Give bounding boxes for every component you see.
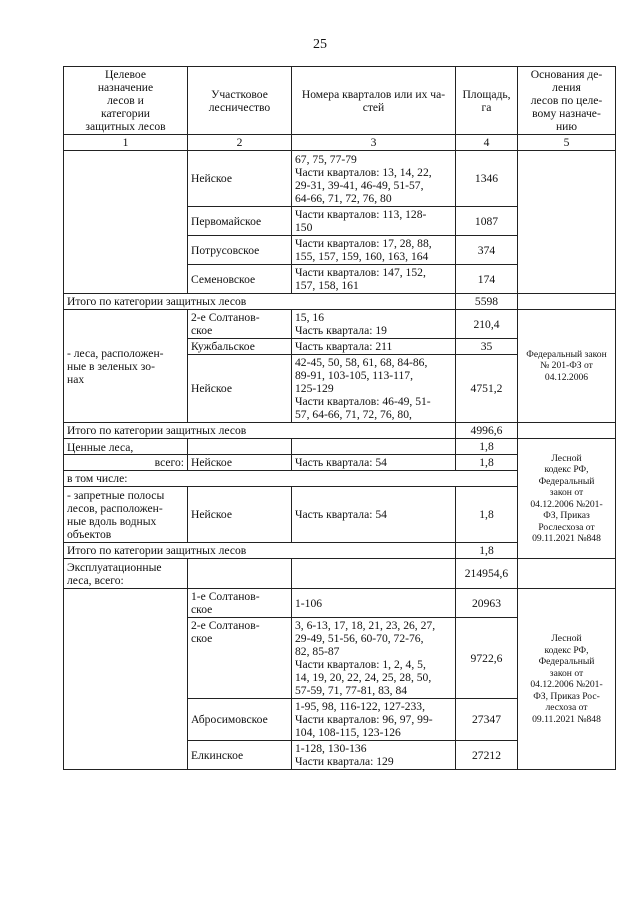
header-area: Площадь, га (456, 67, 518, 135)
header-forestry: Участковое лесничество (188, 67, 292, 135)
column-number: 4 (456, 135, 518, 151)
area-cell: 174 (456, 265, 518, 294)
area-cell: 1087 (456, 207, 518, 236)
table-row (64, 559, 616, 589)
column-number-row (64, 135, 616, 151)
table-row (64, 589, 616, 618)
header-basis: Основания де- ления лесов по целе- вому назначе- нию (518, 67, 616, 135)
header-quarters: Номера кварталов или их ча- стей (292, 67, 456, 135)
column-number: 3 (292, 135, 456, 151)
total-area: 4996,6 (456, 423, 518, 439)
table-row (64, 151, 616, 207)
category-cell: Ценные леса, (64, 439, 188, 455)
area-cell: 20963 (456, 589, 518, 618)
area-cell: 1346 (456, 151, 518, 207)
forestry-cell: Нейское (188, 487, 292, 543)
empty-cell (292, 559, 456, 589)
category-total-label: всего: (64, 455, 188, 471)
total-row (64, 423, 616, 439)
total-area: 5598 (456, 294, 518, 310)
empty-cell (518, 294, 616, 310)
area-cell: 27212 (456, 741, 518, 770)
empty-cell (518, 559, 616, 589)
total-label: Итого по категории защитных лесов (64, 294, 456, 310)
category-cell: - запретные полосы лесов, расположен- ные вдоль водных объектов (64, 487, 188, 543)
column-number: 5 (518, 135, 616, 151)
quarters-cell: Части кварталов: 113, 128- 150 (292, 207, 456, 236)
basis-cell-empty (518, 151, 616, 294)
area-cell: 210,4 (456, 310, 518, 339)
basis-cell: Лесной кодекс РФ, Федеральный закон от 04.12.2006 №201- ФЗ, Приказ Рос- лесхоза от 09.11.2021 №848 (518, 589, 616, 770)
category-cell: Эксплуатационные леса, всего: (64, 559, 188, 589)
basis-cell: Федеральный закон № 201-ФЗ от 04.12.2006 (518, 310, 616, 423)
quarters-cell: 1-106 (292, 589, 456, 618)
quarters-cell: Части кварталов: 147, 152, 157, 158, 161 (292, 265, 456, 294)
quarters-cell: 67, 75, 77-79 Части кварталов: 13, 14, 22, 29-31, 39-41, 46-49, 51-57, 64-66, 71, 72, 76, 80 (292, 151, 456, 207)
basis-cell: Лесной кодекс РФ, Федеральный закон от 04.12.2006 №201- ФЗ, Приказ Рослесхоза от 09.11.2021 №848 (518, 439, 616, 559)
forestry-cell: Нейское (188, 151, 292, 207)
forestry-cell: Нейское (188, 355, 292, 423)
table-row (64, 439, 616, 455)
quarters-cell: 3, 6-13, 17, 18, 21, 23, 26, 27, 29-49, 51-56, 60-70, 72-76, 82, 85-87 Части кварталов: 1, 2, 4, 5, 14, 19, 20, 22, 24, 25, 28, 50, 57-59, 71, 77-81, 83, 84 (292, 618, 456, 699)
quarters-cell: 1-128, 130-136 Части квартала: 129 (292, 741, 456, 770)
total-area: 1,8 (456, 543, 518, 559)
category-cell-empty (64, 151, 188, 294)
area-cell: 9722,6 (456, 618, 518, 699)
forestry-cell: Первомайское (188, 207, 292, 236)
area-cell: 1,8 (456, 487, 518, 543)
category-cell: - леса, расположен- ные в зеленых зо- нах (64, 310, 188, 423)
category-cell-empty (64, 589, 188, 770)
empty-cell (518, 423, 616, 439)
area-cell: 1,8 (456, 455, 518, 471)
including-label: в том числе: (64, 471, 518, 487)
total-row (64, 294, 616, 310)
forestry-cell: 2-е Солтанов- ское (188, 618, 292, 699)
quarters-cell: Часть квартала: 211 (292, 339, 456, 355)
area-cell: 27347 (456, 699, 518, 741)
forestry-cell: 1-е Солтанов- ское (188, 589, 292, 618)
empty-cell (188, 439, 292, 455)
area-cell: 1,8 (456, 439, 518, 455)
forestry-cell: Елкинское (188, 741, 292, 770)
forestry-cell: Потрусовское (188, 236, 292, 265)
area-cell: 4751,2 (456, 355, 518, 423)
column-number: 2 (188, 135, 292, 151)
column-number: 1 (64, 135, 188, 151)
total-label: Итого по категории защитных лесов (64, 423, 456, 439)
quarters-cell: 15, 16 Часть квартала: 19 (292, 310, 456, 339)
forestry-cell: Семеновское (188, 265, 292, 294)
quarters-cell: Часть квартала: 54 (292, 455, 456, 471)
area-cell: 374 (456, 236, 518, 265)
quarters-cell: Часть квартала: 54 (292, 487, 456, 543)
forest-purpose-table (63, 66, 616, 770)
quarters-cell: Части кварталов: 17, 28, 88, 155, 157, 159, 160, 163, 164 (292, 236, 456, 265)
quarters-cell: 42-45, 50, 58, 61, 68, 84-86, 89-91, 103-105, 113-117, 125-129 Части кварталов: 46-49, 51- 57, 64-66, 71, 72, 76, 80, (292, 355, 456, 423)
empty-cell (188, 559, 292, 589)
forestry-cell: Абросимовское (188, 699, 292, 741)
page-number: 25 (313, 37, 327, 52)
empty-cell (292, 439, 456, 455)
area-cell: 35 (456, 339, 518, 355)
header-purpose: Целевое назначение лесов и категории защитных лесов (64, 67, 188, 135)
total-label: Итого по категории защитных лесов (64, 543, 456, 559)
table-row (64, 310, 616, 339)
forestry-cell: Кужбальское (188, 339, 292, 355)
forestry-cell: Нейское (188, 455, 292, 471)
table-header-row (64, 67, 616, 135)
area-cell: 214954,6 (456, 559, 518, 589)
quarters-cell: 1-95, 98, 116-122, 127-233, Части кварталов: 96, 97, 99- 104, 108-115, 123-126 (292, 699, 456, 741)
forestry-cell: 2-е Солтанов- ское (188, 310, 292, 339)
